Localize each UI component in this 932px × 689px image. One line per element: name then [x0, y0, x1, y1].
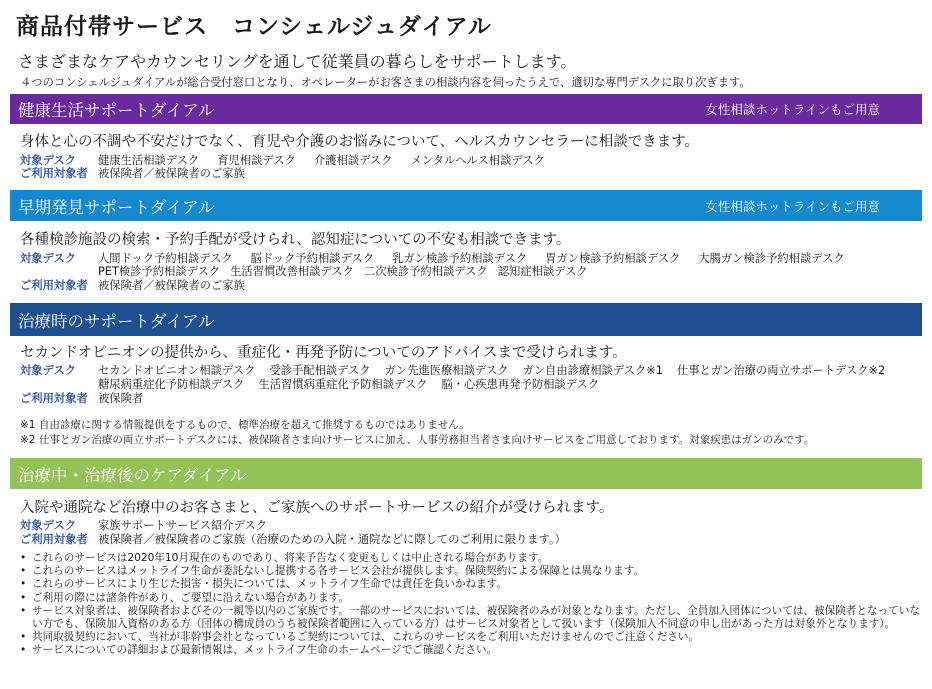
eligible-users-label: ご利用対象者 [20, 533, 88, 546]
eligible-users: 被保険者／被保険者のご家族（治療のための入院・通院などに際してのご利用に限ります。） [98, 533, 566, 546]
eligible-users-label: ご利用対象者 [20, 279, 88, 292]
section-description: 各種検診施設の検索・予約手配が受けられ、認知症についての不安も相談できます。 [20, 232, 571, 248]
womens-hotline-note: 女性相談ホットラインもご用意 [705, 198, 880, 214]
desk-item: 仕事とガン治療の両立サポートデスク※2 [676, 364, 886, 377]
section-description: 入院や通院など治療中のお客さまと、ご家族へのサポートサービスの紹介が受けられます。 [20, 500, 614, 516]
desk-item: 人間ドック予約相談デスク [98, 252, 233, 265]
desk-item: ガン自由診療相談デスク※1 [522, 364, 663, 377]
desk-item: メンタルヘルス相談デスク [410, 154, 545, 167]
desk-item: 生活習慣病重症化予防相談デスク [258, 378, 428, 391]
target-desk-label: 対象デスク [20, 519, 77, 532]
section-header-health [10, 94, 922, 124]
footnote-1: ※1 自由診療に関する情報提供をするもので、標準治療を超えて推奨するものではありません。 [20, 419, 470, 431]
desk-item: 糖尿病重症化予防相談デスク [98, 378, 245, 391]
lead-subtext: ４つのコンシェルジュダイアルが総合受付窓口となり、オペレーターがお客さまの相談内容を伺ったうえで、適切な専門デスクに取り次ぎます。 [20, 76, 751, 89]
desk-item: 生活習慣改善相談デスク [230, 265, 354, 278]
desk-list [98, 252, 863, 266]
desk-item: セカンドオピニオン相談デスク [98, 364, 256, 377]
desk-item: 胃ガン検診予約相談デスク [545, 252, 681, 265]
desk-item: 脳ドック予約相談デスク [250, 252, 375, 265]
desk-item: 家族サポートサービス紹介デスク [98, 519, 268, 532]
note-item: • サービス対象者は、被保険者およびその一親等以内のご家族です。一部のサービスにおいては、被保険者のみが対象となります。ただし、全員加入団体については、被保険者となっていない方でも、保険加入資格のある方（団体の構成員のうち被保険者範囲に入っている方）はサービス対象者として扱います（保険加入不同意の申し出があった方は対象外となります）。 [20, 605, 920, 631]
note-item: • ご利用の際には諸条件があり、ご要望に沿えない場合があります。 [20, 592, 920, 605]
section-header-aftercare [10, 458, 922, 489]
desk-item: 健康生活相談デスク [98, 154, 200, 167]
note-item: • 共同取扱契約において、当社が非幹事会社となっているご契約については、これらのサービスをご利用いただけませんのでご注意ください。 [20, 631, 920, 644]
eligible-users: 被保険者 [98, 392, 144, 405]
desk-item: 育児相談デスク [217, 154, 296, 167]
desk-item: 乳ガン検診予約相談デスク [392, 252, 528, 265]
eligible-users-label: ご利用対象者 [20, 392, 88, 405]
section-title: 健康生活サポートダイアル [18, 101, 215, 120]
eligible-users: 被保険者／被保険者のご家族 [98, 279, 245, 292]
desk-list [98, 154, 563, 168]
desk-list [98, 364, 885, 378]
desk-item: 二次検診予約相談デスク [363, 265, 488, 278]
section-title: 治療時のサポートダイアル [18, 311, 215, 331]
page-title: 商品付帯サービス コンシェルジュダイアル [16, 14, 492, 40]
eligible-users-label: ご利用対象者 [20, 167, 88, 180]
target-desk-label: 対象デスク [20, 154, 77, 167]
section-title: 早期発見サポートダイアル [18, 197, 215, 217]
desk-item: 大腸ガン検診予約相談デスク [698, 252, 845, 265]
desk-item: 認知症相談デスク [497, 265, 588, 278]
desk-list-2 [98, 378, 617, 392]
note-item: • サービスについての詳細および最新情報は、メットライフ生命のホームページでご確認ください。 [20, 644, 920, 657]
section-description: セカンドオピニオンの提供から、重症化・再発予防についてのアドバイスまで受けられます。 [20, 345, 627, 361]
footnote-2: ※2 仕事とガン治療の両立サポートデスクには、被保険者さま向けサービスに加え、人事労務担当者さま向けサービスをご用意しております。対象疾患はガンのみです。 [20, 434, 815, 446]
note-item: • これらのサービスはメットライフ生命が委託ないし提携する各サービス会社が提供します。保険契約による保障とは異なります。 [20, 565, 920, 578]
section-title: 治療中・治療後のケアダイアル [18, 465, 247, 485]
lead-text: さまざまなケアやカウンセリングを通して従業員の暮らしをサポートします。 [18, 52, 577, 71]
desk-item: 受診手配相談デスク [269, 364, 371, 377]
eligible-users: 被保険者／被保険者のご家族 [98, 167, 245, 180]
note-item: • これらのサービスにより生じた損害・損失については、メットライフ生命では責任を負いかねます。 [20, 578, 920, 591]
desk-item: ガン先進医療相談デスク [384, 364, 509, 377]
desk-item: 脳・心疾患再発予防相談デスク [441, 378, 600, 391]
womens-hotline-note: 女性相談ホットラインもご用意 [705, 102, 880, 117]
desk-list-2 [98, 265, 606, 279]
section-header-treatment [10, 303, 922, 336]
target-desk-label: 対象デスク [20, 364, 77, 377]
section-header-early-detection [10, 190, 922, 221]
target-desk-label: 対象デスク [20, 252, 77, 265]
desk-item: PET検診予約相談デスク [98, 265, 221, 278]
section-description: 身体と心の不調や不安だけでなく、育児や介護のお悩みについて、ヘルスカウンセラーに相談できます。 [20, 134, 700, 150]
desk-item: 介護相談デスク [313, 154, 393, 167]
note-item: • これらのサービスは2020年10月現在のものであり、将来予告なく変更もしくは中止される場合があります。 [20, 552, 920, 565]
notes-list [20, 552, 920, 658]
